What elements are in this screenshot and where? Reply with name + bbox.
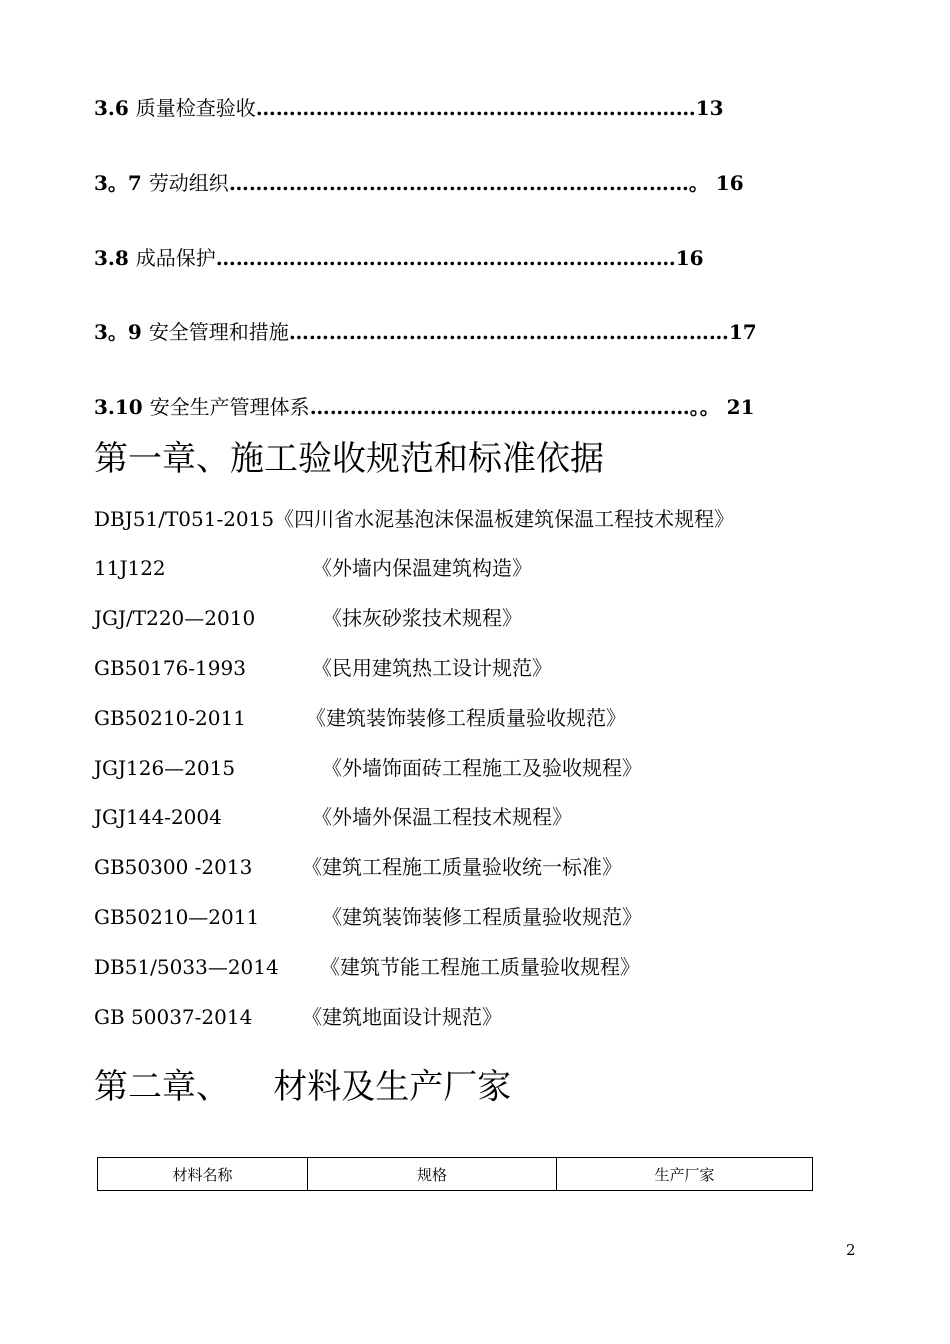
toc-page: 16 [675,246,704,270]
standard-title: 《外墙外保温工程技术规程》 [312,805,572,829]
toc-entry-3-10[interactable] [94,395,755,419]
toc-leader: ………………………………………………………… [255,96,696,120]
table-header-row [98,1158,813,1191]
toc-leader: …………………………………………………。。 [309,395,720,419]
standard-code: JGJ144-2004 [94,805,222,829]
toc-number: 3.10 [94,395,143,419]
toc-entry-3-6[interactable] [94,96,724,120]
toc-page: 16 [715,171,744,195]
toc-title: 安全管理和措施 [148,320,289,344]
standard-title: 《民用建筑热工设计规范》 [312,656,552,680]
chapter-1-heading: 第一章、施工验收规范和标准依据 [94,439,604,479]
standard-title: 《外墙饰面砖工程施工及验收规程》 [322,756,642,780]
standard-title: 《外墙内保温建筑构造》 [312,556,532,580]
standard-title: 《建筑节能工程施工质量验收规程》 [320,955,640,979]
standard-code: JGJ126—2015 [94,756,236,780]
standard-code: GB50300 -2013 [94,855,253,879]
toc-number: 3。7 [94,171,142,195]
toc-title: 劳动组织 [148,171,229,195]
standard-row-first: DBJ51/T051-2015《四川省水泥基泡沫保温板建筑保温工程技术规程》 [94,507,735,531]
standard-code: GB50176-1993 [94,656,246,680]
standard-code: 11J122 [94,556,166,580]
toc-title: 质量检查验收 [135,96,256,120]
column-header-material-name: 材料名称 [98,1158,308,1191]
chapter-2-heading: 第二章、 材料及生产厂家 [94,1067,512,1107]
toc-page: 13 [695,96,724,120]
toc-page: 21 [726,395,755,419]
toc-entry-3-9[interactable] [94,320,757,344]
toc-entry-3-7[interactable] [94,171,744,195]
toc-title: 安全生产管理体系 [149,395,310,419]
standard-code: JGJ/T220—2010 [94,606,256,630]
toc-title: 成品保护 [135,246,216,270]
page-number: 2 [846,1241,856,1259]
toc-number: 3。9 [94,320,142,344]
toc-leader: …………………………………………………………… [215,246,676,270]
standard-title: 《抹灰砂浆技术规程》 [322,606,522,630]
toc-number: 3.6 [94,96,129,120]
column-header-manufacturer: 生产厂家 [557,1158,813,1191]
standard-title: 《建筑地面设计规范》 [302,1005,502,1029]
toc-leader: ……………………………………………………………。 [228,171,709,195]
standard-title: 《建筑装饰装修工程质量验收规范》 [306,706,626,730]
materials-table [97,1157,813,1191]
standard-code: GB50210-2011 [94,706,246,730]
column-header-specification: 规格 [308,1158,557,1191]
standard-code: DB51/5033—2014 [94,955,279,979]
standard-title: 《建筑装饰装修工程质量验收规范》 [322,905,642,929]
toc-leader: ………………………………………………………… [288,320,729,344]
standard-title: 《建筑工程施工质量验收统一标准》 [302,855,622,879]
standard-code: GB50210—2011 [94,905,260,929]
toc-entry-3-8[interactable] [94,246,704,270]
standard-code: GB 50037-2014 [94,1005,253,1029]
toc-number: 3.8 [94,246,129,270]
toc-page: 17 [728,320,757,344]
